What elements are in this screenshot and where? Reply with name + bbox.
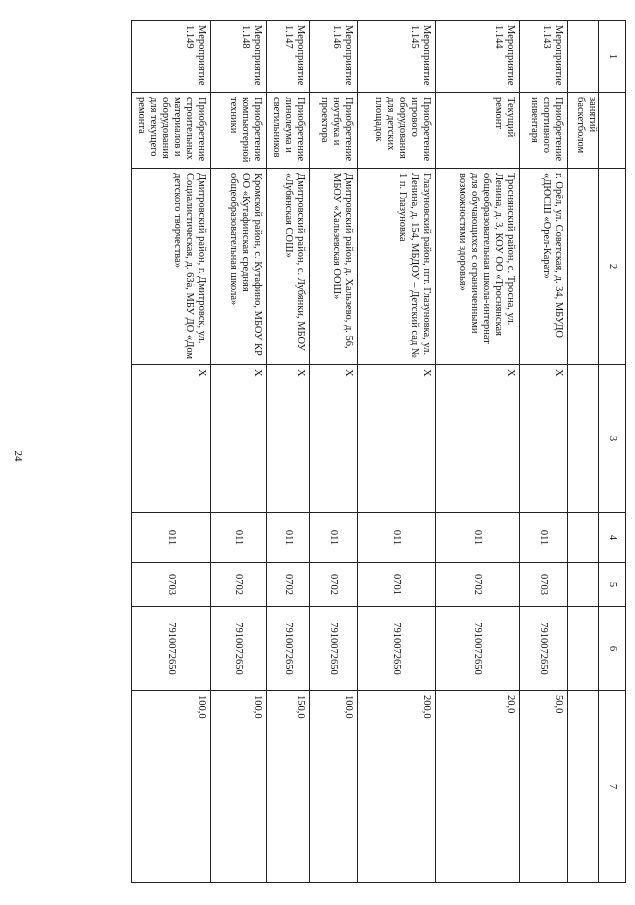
cell-col6: 7910072650 [310, 607, 358, 691]
cell-col6: 7910072650 [132, 607, 211, 691]
table-row [132, 21, 211, 883]
measure-location: Дмитровский район, д. Хальзево, д. 56, МБОУ «Хальзевская ООШ» [310, 169, 358, 365]
cell-col5: 0702 [310, 563, 358, 607]
cell-col7: 200,0 [358, 691, 436, 883]
table-body [132, 21, 568, 883]
measure-name: Приобретение спортивного инвентаря [520, 93, 568, 169]
cell-col3: X [436, 365, 520, 513]
cell-col6: 7910072650 [267, 607, 310, 691]
header-cell-4: 4 [599, 513, 626, 563]
header-cell-5: 5 [599, 563, 626, 607]
header-cell-1: 1 [599, 21, 626, 93]
rotated-table-container [96, 20, 626, 882]
page-number-area [0, 0, 24, 905]
cell-col7: 100,0 [211, 691, 267, 883]
cell-col7: 50,0 [520, 691, 568, 883]
cell-col5: 0702 [267, 563, 310, 607]
measure-location: Кромской район, с. Кутафино, МБОУ КР ОО «Кутафинская средняя общеобразовательная школа» [211, 169, 267, 365]
cell-col6: 7910072650 [520, 607, 568, 691]
cell-col7: 150,0 [267, 691, 310, 883]
header-cell-name [599, 93, 626, 169]
cell-col4: 011 [520, 513, 568, 563]
measure-name: Приобретение компьютерной техники [211, 93, 267, 169]
cell-col4: 011 [211, 513, 267, 563]
cell-col3: X [358, 365, 436, 513]
cell-col4: 011 [132, 513, 211, 563]
measure-name: Приобретение игрового оборудования для детских площадок [358, 93, 436, 169]
measure-location: Глазуновский район, пгт. Глазуновка, ул. Ленина, д. 154, МБДОУ – Детский сад № 1 п. Глазуновка [358, 169, 436, 365]
cell-col5: 0703 [520, 563, 568, 607]
measure-id: Мероприятие 1.147 [267, 21, 310, 93]
measure-location: г. Орёл, ул. Советская, д. 34, МБУДО «ДЮСШ «Орел-Карат» [520, 169, 568, 365]
measure-name: Приобретение линолеума и светильников [267, 93, 310, 169]
table-row [436, 21, 520, 883]
table-row [211, 21, 267, 883]
header-row [599, 21, 626, 883]
table-row [310, 21, 358, 883]
cell-col3: X [520, 365, 568, 513]
header-cell-6: 6 [599, 607, 626, 691]
continuation-text: занятий баскетболом [568, 93, 599, 169]
cell-col7: 20,0 [436, 691, 520, 883]
cell-col4: 011 [267, 513, 310, 563]
measure-name: Приобретение строительных материалов и оборудования для текущего ремонта [132, 93, 211, 169]
cell-col3: X [211, 365, 267, 513]
table-row [267, 21, 310, 883]
header-cell-2: 2 [599, 169, 626, 365]
measure-id: Мероприятие 1.146 [310, 21, 358, 93]
cell-col4: 011 [358, 513, 436, 563]
measure-id: Мероприятие 1.145 [358, 21, 436, 93]
measure-location: Дмитровский район, с. Лубянки, МБОУ «Лубянская СОШ» [267, 169, 310, 365]
measure-id: Мероприятие 1.144 [436, 21, 520, 93]
cell-col3: X [310, 365, 358, 513]
measure-name: Текущий ремонт [436, 93, 520, 169]
measure-location: Дмитровский район, г. Дмитровск, ул. Социалистическая, д. 63а, МБУ ДО «Дом детского творчества» [132, 169, 211, 365]
measure-name: Приобретение ноутбука и проектора [310, 93, 358, 169]
measure-id: Мероприятие 1.149 [132, 21, 211, 93]
cell-col4: 011 [436, 513, 520, 563]
cell-col7: 100,0 [132, 691, 211, 883]
cell-col5: 0703 [132, 563, 211, 607]
cell-col7: 100,0 [310, 691, 358, 883]
continuation-cell [568, 21, 599, 93]
cell-col5: 0701 [358, 563, 436, 607]
cell-col5: 0702 [436, 563, 520, 607]
cell-col6: 7910072650 [436, 607, 520, 691]
measure-id: Мероприятие 1.148 [211, 21, 267, 93]
cell-col4: 011 [310, 513, 358, 563]
measure-id: Мероприятие 1.143 [520, 21, 568, 93]
table-row [358, 21, 436, 883]
cell-col6: 7910072650 [358, 607, 436, 691]
cell-col6: 7910072650 [211, 607, 267, 691]
continuation-row [568, 21, 599, 883]
cell-col3: X [267, 365, 310, 513]
measure-location: Троснянский район, с. Тросна, ул. Ленина, д. 3, КОУ ОО «Троснянская общеобразовательная школа-интернат для обучающихся с ограниченными возможностями здоровья» [436, 169, 520, 365]
cell-col3: X [132, 365, 211, 513]
table-row [520, 21, 568, 883]
header-cell-7: 7 [599, 691, 626, 883]
header-cell-3: 3 [599, 365, 626, 513]
budget-table [131, 20, 626, 883]
cell-col5: 0702 [211, 563, 267, 607]
page-number: 24 [12, 450, 24, 462]
